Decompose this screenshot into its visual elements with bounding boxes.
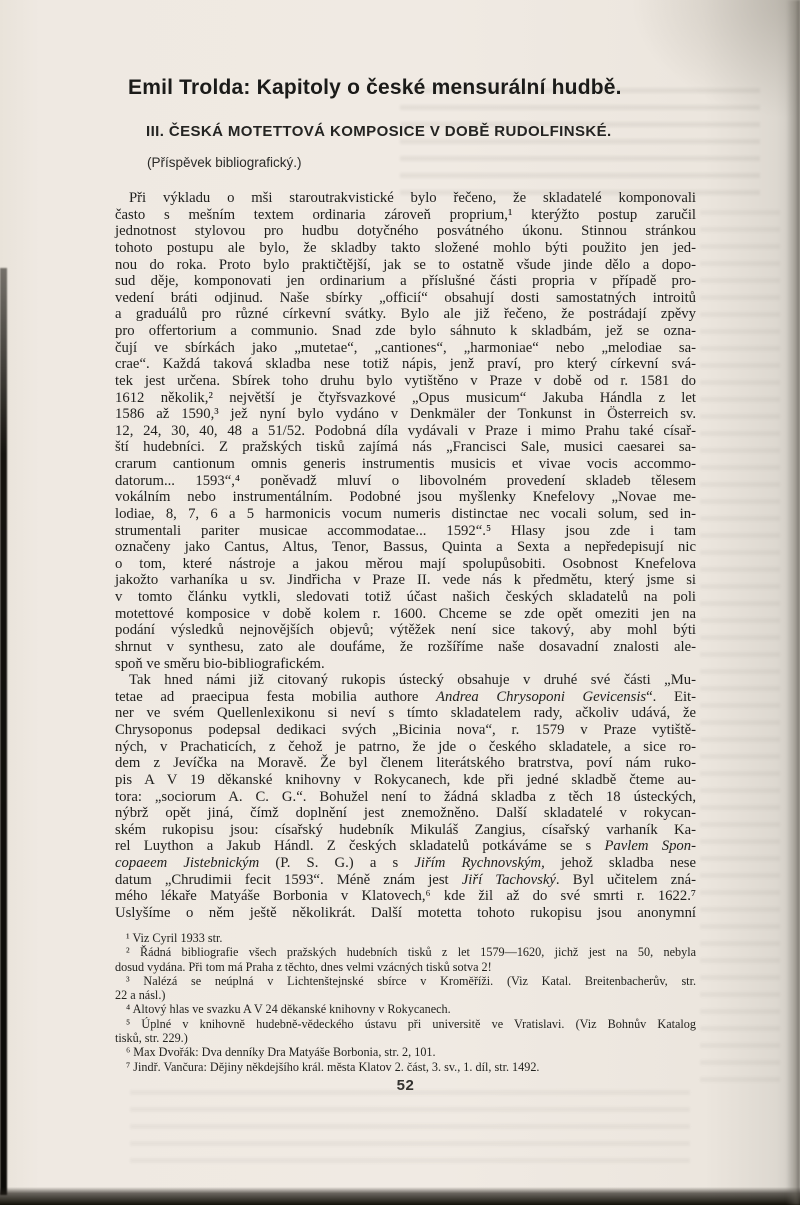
section-heading: III. ČESKÁ MOTETTOVÁ KOMPOSICE V DOBĚ RUDOLFINSKÉ. — [146, 123, 612, 140]
text-line: datorum... 1593“,⁴ poněvadž mluví o libovolném provedení skladeb tělesem — [115, 472, 696, 489]
text-line: pro offertorium a communio. Snad zde bylo sáhnuto k skladbám, jež se ozna- — [115, 323, 696, 339]
text-line: spoň ve směru bio-bibliografickém. — [115, 655, 325, 672]
text-line: tetae ad praecipua festa mobilia authore Andrea Chrysoponi Gevicensis“. Eit- — [115, 688, 696, 705]
text-line: vokálním nebo instrumentálním. Podobné jsou myšlenky Knefelovy „Novae me- — [115, 489, 696, 506]
text-line: ští hudebníci. Z pražských tisků zajímá nás „Francisci Sale, musici caesarei sa- — [115, 439, 696, 456]
text-line: ⁵ Úplné v knihovně hudebně-vědeckého ústavu při universitě ve Vratislavi. (Viz Bohnův Katalog — [126, 1016, 696, 1031]
footnote — [115, 931, 696, 945]
text-line: nou do roka. Proto bylo praktičtější, jak se to ostatně všude jinde dělo a dopo- — [115, 256, 696, 273]
footnote — [115, 1045, 696, 1059]
footnote — [115, 1017, 696, 1046]
footnote — [115, 945, 696, 974]
text-line: jednotnost stylovou pro hudbu dotyčného posvátného úkonu. Stinnou stránkou — [115, 223, 696, 240]
text-line: ných, v Prachaticích, z čehož je patrno, že jde o českého skladatele, a sice ro- — [115, 738, 696, 755]
text-line: dosud vydána. Při tom má Praha z těchto, dnes velmi vzácných tisků sotva 2! — [115, 959, 492, 974]
scan-edge-bottom — [0, 1187, 800, 1205]
scan-edge-right — [786, 0, 800, 1205]
text-line: strumentali pariter musicae accommodatae... 1592“.⁵ Hlasy jsou zde i tam — [115, 522, 696, 539]
text-line: tohoto postupu ale bylo, že skladby takto složené mohlo býti použito jen jed- — [115, 239, 696, 256]
footnote — [115, 974, 696, 1003]
text-line: copaeem Jistebnickým (P. S. G.) a s Jiřím Rychnovským, jehož skladba nese — [115, 855, 696, 871]
text-line: tisků, str. 229.) — [115, 1031, 188, 1046]
text-line: čují ve sbírkách jako „mutetae“, „cantiones“, „harmoniae“ nebo „melodiae sa- — [115, 339, 696, 356]
bleed-through-artifact — [700, 210, 780, 1090]
footnote — [115, 1060, 696, 1074]
text-line: Chrysoponus podepsal dedikaci svých „Bicinia nova“, r. 1579 v Praze vytiště- — [115, 722, 696, 738]
text-line: často s mešním textem ordinaria zároveň proprium,¹ kterýžto postup zaručil — [115, 206, 696, 223]
text-line: označeny jako Cantus, Altus, Tenor, Bassus, Quinta a Sexta a nepředepisují nic — [115, 539, 696, 556]
footnotes — [115, 931, 696, 1074]
text-line: v tomto článku vytkli, sledovati totiž účast našich českých skladatelů na poli — [115, 589, 696, 605]
text-line: 12, 24, 30, 40, 48 a 51/52. Podobná díla vydávali v Praze i mimo Prahu také císař- — [115, 422, 696, 439]
text-line: jakožto varhaníka u sv. Jindřicha v Praze II. vede nás k předmětu, který jsme si — [115, 572, 696, 589]
bleed-through-artifact — [130, 1090, 690, 1170]
text-line: podání výsledků nejnovějších objevů; výtěžek není sice takový, aby mohl býti — [115, 622, 696, 639]
text-line: lodiae, 8, 7, 6 a 5 harmonicis vocum numeris distinctae nec vocali solum, sed in- — [115, 505, 696, 522]
text-line: tek jest určena. Sbírek toho druhu bylo vytištěno v Praze v době od r. 1581 do — [115, 372, 696, 389]
text-line: o tom, které nástroje a jakou měrou mají spolupůsobiti. Osobnost Knefelova — [115, 555, 696, 572]
page-title: Emil Trolda: Kapitoly o české mensurální hudbě. — [128, 76, 622, 99]
footnote — [115, 1002, 696, 1016]
text-line: nýbrž opět jiná, čímž doplnění jest znemožněno. Další skladatelé v rokycan- — [115, 805, 696, 822]
text-line: shrnut v synthesu, zato ale doufáme, že rozšíříme naše dosavadní znalosti ale- — [115, 638, 696, 655]
text-line: ² Řádná bibliografie všech pražských hudebních tisků z let 1579—1620, jichž jest na 50, nebyla — [126, 945, 696, 960]
text-line: ner ve svém Quellenlexikonu si neví s tímto skladatelem rady, ačkoliv udává, že — [115, 705, 696, 722]
subtitle: (Příspěvek bibliografický.) — [147, 155, 302, 170]
text-line: Uslyšíme o něm ještě několikrát. Další motetta tohoto rukopisu jsou anonymní — [115, 904, 696, 921]
text-line: ¹ Viz Cyril 1933 str. — [126, 931, 223, 945]
text-line: rel Luython a Jakub Hándl. Z českých skladatelů potkáváme se s Pavlem Spon- — [115, 838, 696, 855]
text-line: 1612 několik,² největší je čtyřsvazkové „Opus musicum“ Jakuba Hándla z let — [115, 389, 696, 406]
text-line: ⁶ Max Dvořák: Dva denníky Dra Matyáše Borbonia, str. 2, 101. — [126, 1045, 436, 1060]
text-line: mého lékaře Matyáše Borbonia v Klatovech,⁶ kde žil až do své smrti r. 1622.⁷ — [115, 888, 696, 905]
text-line: ském rukopisu jsou: císařský hudebník Mikuláš Zangius, císařský varhaník Ka- — [115, 821, 696, 838]
text-line: crae“. Každá taková skladba nese totiž nápis, jenž praví, pro který církevní svá- — [115, 356, 696, 373]
scan-edge-left — [0, 268, 7, 1195]
text-line: ⁴ Altový hlas ve svazku A V 24 děkanské knihovny v Rokycanech. — [126, 1002, 451, 1017]
text-line: sud děje, komponovati jen ordinarium a příslušné části propria v případě pro- — [115, 273, 696, 290]
text-line: ⁷ Jindř. Vančura: Dějiny někdejšího král. města Klatov 2. část, 3. sv., 1. díl, str. 1492. — [126, 1059, 540, 1074]
body-paragraph — [115, 672, 696, 921]
text-line: Tak hned námi již citovaný rukopis ústecký obsahuje v druhé své části „Mu- — [129, 672, 696, 689]
text-line: crarum cantionum omnis generis instrumentis musicis et vivae vocis accommo- — [115, 456, 696, 472]
text-line: pis A V 19 děkanské knihovny v Rokycanech, kde při jedné skladbě čteme au- — [115, 771, 696, 788]
body-text — [115, 190, 696, 922]
scan-corner-shade — [630, 0, 800, 120]
body-paragraph — [115, 190, 696, 672]
text-line: ³ Nalézá se neúplná v Lichtenštejnské sbírce v Kroměříži. (Viz Katal. Breitenbacherův, str. — [126, 973, 696, 988]
text-line: vedení bráti odjinud. Naše sbírky „officií“ obsahují dosti samostatných introitů — [115, 289, 696, 306]
text-line: 1586 až 1590,³ jež nyní bylo vydáno v Denkmäler der Tonkunst in Österreich sv. — [115, 406, 696, 423]
text-line: 22 a násl.) — [115, 988, 166, 1003]
page-number: 52 — [396, 1077, 415, 1094]
text-line: Při výkladu o mši staroutrakvistické bylo řečeno, že skladatelé komponovali — [129, 190, 696, 206]
text-line: a graduálů pro různé církevní svátky. Bylo ale již řečeno, že postrádají zpěvy — [115, 306, 696, 323]
text-line: tora: „sociorum A. C. G.“. Bohužel není to žádná skladba z těch 18 ústeckých, — [115, 788, 696, 805]
text-line: dem z Jevíčka na Moravě. Že byl členem literátského bratrstva, poví nám ruko- — [115, 755, 696, 772]
text-line: datum „Chrudimii fecit 1593“. Méně znám jest Jiří Tachovský. Byl učitelem zná- — [115, 871, 696, 888]
text-line: motettové komposice v době kolem r. 1600. Chceme se zde opět omeziti jen na — [115, 605, 696, 622]
